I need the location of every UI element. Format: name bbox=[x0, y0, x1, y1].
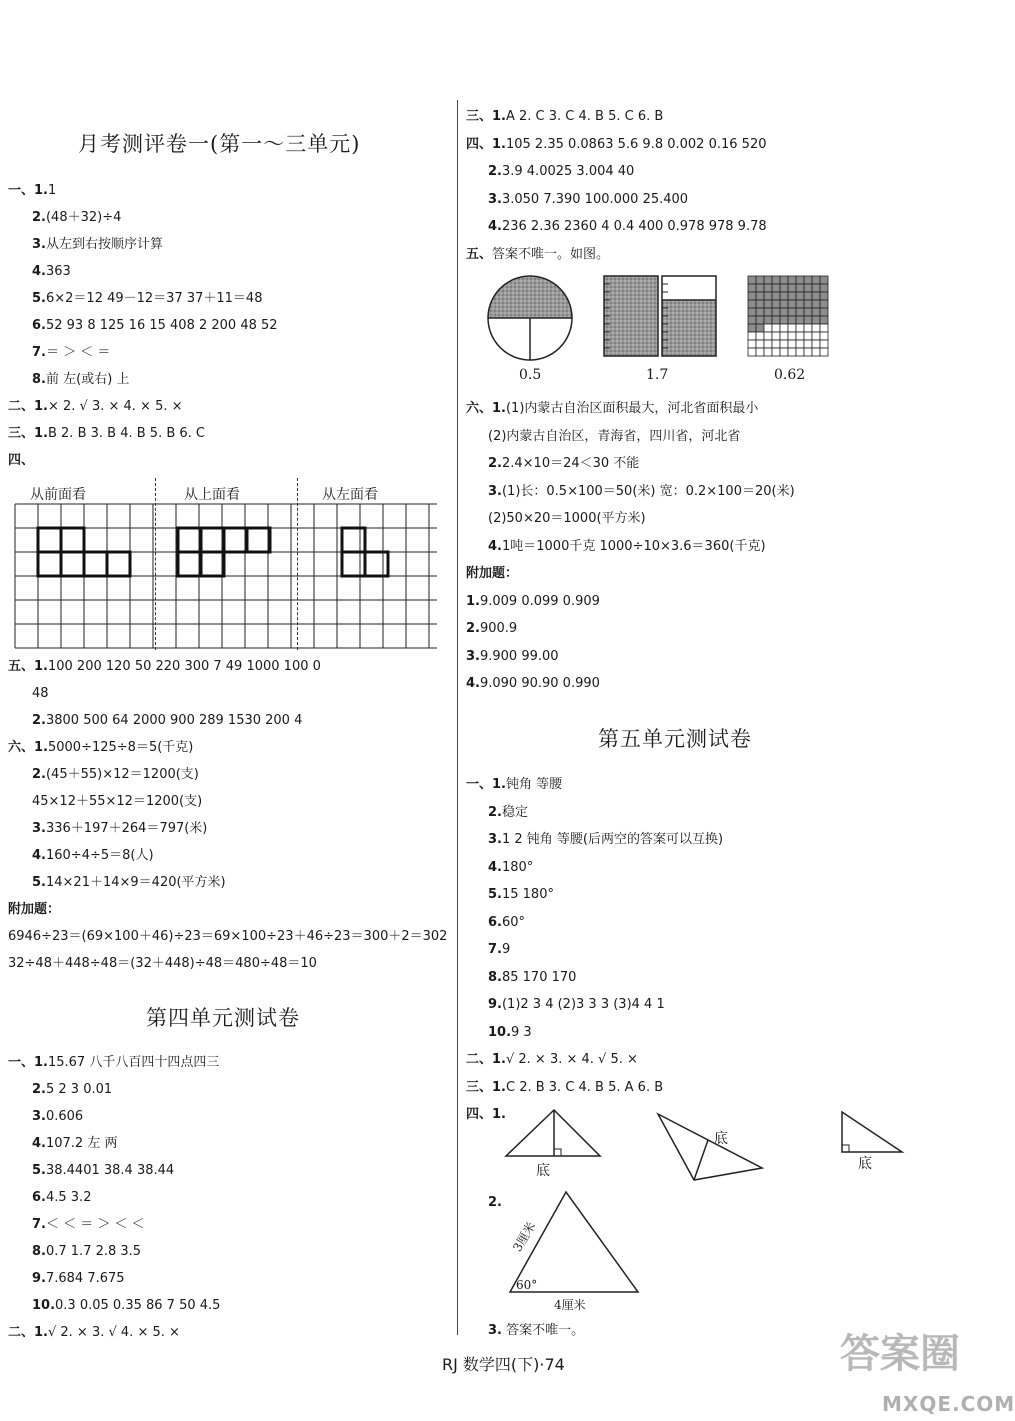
answer-text: 答案不唯一。如图。 bbox=[492, 246, 610, 262]
bars-one-point-seven bbox=[604, 276, 716, 356]
answer-line bbox=[32, 820, 207, 838]
section-title-unit5: 第五单元测试卷 bbox=[598, 727, 752, 751]
answer-line bbox=[466, 136, 766, 154]
answer-line bbox=[466, 1051, 638, 1069]
dashed-divider bbox=[155, 478, 156, 650]
answer-line bbox=[32, 874, 226, 892]
section-title-unit4: 第四单元测试卷 bbox=[146, 1006, 300, 1030]
section-title-monthly-test: 月考测评卷一(第一～三单元) bbox=[78, 132, 361, 156]
answer-line bbox=[32, 1270, 125, 1288]
answer-text: ＜ ＜ ＝ ＞ ＜ ＜ bbox=[45, 1217, 145, 1232]
page-footer: RJ 数学四(下)·74 bbox=[442, 1355, 565, 1374]
q-number: 6. bbox=[488, 914, 502, 930]
view-label-front: 从前面看 bbox=[30, 487, 86, 503]
q-number: 三、1. bbox=[466, 109, 506, 124]
q-number: 10. bbox=[32, 1298, 56, 1313]
answer-line bbox=[488, 914, 525, 932]
answer-line bbox=[488, 510, 646, 528]
q-number: 7. bbox=[488, 942, 502, 957]
answer-line bbox=[32, 1189, 91, 1207]
answer-text: (1)内蒙古自治区面积最大，河北省面积最小 bbox=[505, 401, 759, 416]
answer-text: 160÷4÷5＝8(人) bbox=[45, 848, 154, 863]
answer-line bbox=[466, 400, 758, 418]
answer-text: 363 bbox=[45, 264, 71, 279]
q-number: 10. bbox=[488, 1024, 512, 1040]
answer-text: 9 3 bbox=[511, 1024, 532, 1040]
answer-line bbox=[488, 804, 528, 822]
answer-text: 48 bbox=[32, 686, 49, 701]
q-number: 4. bbox=[32, 1136, 46, 1151]
answer-text: 从左到右按顺序计算 bbox=[45, 237, 163, 252]
view-label-left: 从左面看 bbox=[322, 487, 378, 503]
answer-line bbox=[8, 398, 183, 416]
answer-line bbox=[466, 108, 663, 126]
q-number: 二、1. bbox=[8, 399, 48, 414]
q-number: 4. bbox=[466, 676, 480, 691]
answer-line bbox=[488, 455, 639, 473]
answer-text: 15 180° bbox=[501, 887, 554, 902]
answer-text: 9.900 99.00 bbox=[479, 648, 559, 664]
dashed-divider bbox=[297, 478, 298, 650]
q-number: 2. bbox=[488, 1195, 502, 1210]
answer-text: 3.9 4.0025 3.004 40 bbox=[501, 164, 635, 179]
answer-line bbox=[466, 565, 518, 583]
answer-text: 14×21＋14×9＝420(平方米) bbox=[45, 875, 226, 890]
q-number: 5. bbox=[32, 291, 46, 306]
answer-text: (45＋55)×12＝1200(支) bbox=[45, 767, 199, 782]
q-number: 三、1. bbox=[466, 1079, 506, 1095]
base-label: 底 bbox=[536, 1163, 550, 1179]
answer-line bbox=[32, 1162, 174, 1180]
answer-text: √ 2. × 3. × 4. √ 5. × bbox=[505, 1052, 638, 1067]
answer-line bbox=[8, 452, 34, 470]
answer-line bbox=[488, 886, 554, 904]
answer-text: 336＋197＋264＝797(米) bbox=[45, 821, 208, 836]
answer-text: 1吨＝1000千克 1000÷10×3.6＝360(千克) bbox=[501, 538, 766, 554]
answer-line bbox=[488, 831, 723, 849]
q-number: 2. bbox=[32, 767, 46, 782]
answer-line bbox=[488, 218, 767, 236]
answer-line bbox=[32, 685, 49, 703]
answer-line bbox=[32, 847, 154, 865]
answer-line bbox=[466, 1106, 506, 1124]
q-number: 五、 bbox=[466, 246, 493, 262]
answer-line bbox=[32, 712, 302, 730]
answer-text: 32÷48＋448÷48＝(32＋448)÷48＝480÷48＝10 bbox=[8, 956, 317, 971]
answer-text: (1)长：0.5×100＝50(米) 宽：0.2×100＝20(米) bbox=[501, 483, 795, 499]
answer-text: 236 2.36 2360 4 0.4 400 0.978 978 9.78 bbox=[501, 219, 767, 234]
answer-text: 前 左(或右) 上 bbox=[45, 372, 130, 387]
answer-text: ＝ ＞ ＜ ＝ bbox=[45, 345, 111, 360]
watermark-logo: 答案圈 bbox=[840, 1331, 960, 1377]
answer-line bbox=[466, 675, 600, 693]
base-length-label: 4厘米 bbox=[554, 1298, 586, 1312]
q-number: 4. bbox=[488, 538, 502, 554]
q-number: 1. bbox=[466, 593, 480, 609]
answer-text: 6946÷23＝(69×100＋46)÷23＝69×100÷23＋46÷23＝300＋2＝302 bbox=[8, 929, 448, 944]
angle-label: 60° bbox=[516, 1278, 538, 1292]
answer-line bbox=[32, 236, 163, 254]
answer-line bbox=[488, 428, 740, 446]
answer-figures bbox=[486, 274, 846, 364]
answer-text: 钝角 等腰 bbox=[505, 777, 563, 792]
answer-text: 稳定 bbox=[501, 804, 528, 820]
three-views-grid bbox=[14, 478, 438, 650]
q-number: 8. bbox=[488, 969, 502, 985]
answer-text: 3.050 7.390 100.000 25.400 bbox=[501, 191, 689, 207]
q-number: 3. bbox=[32, 237, 46, 252]
column-divider bbox=[457, 100, 458, 1335]
q-number: 2. bbox=[488, 804, 502, 820]
answer-text: 1 2 钝角 等腰(后两空的答案可以互换) bbox=[501, 832, 724, 847]
answer-text: 9 bbox=[501, 942, 511, 957]
answer-text: C 2. B 3. C 4. B 5. A 6. B bbox=[505, 1079, 664, 1095]
height-triangles bbox=[502, 1104, 962, 1184]
answer-line bbox=[466, 620, 517, 638]
answer-text: 5 2 3 0.01 bbox=[45, 1082, 113, 1097]
answer-line bbox=[8, 901, 60, 919]
answer-line bbox=[466, 246, 609, 264]
answer-line bbox=[466, 1079, 663, 1097]
answer-line bbox=[488, 191, 688, 209]
answer-line bbox=[488, 859, 533, 877]
answer-line bbox=[8, 955, 317, 973]
answer-text: (48＋32)÷4 bbox=[45, 210, 122, 225]
q-number: 3. bbox=[466, 648, 480, 664]
answer-line bbox=[466, 648, 559, 666]
base-label: 底 bbox=[714, 1131, 728, 1147]
q-number: 6. bbox=[32, 318, 46, 333]
answer-text: 6×2＝12 49－12＝37 37＋11＝48 bbox=[45, 291, 263, 306]
q-number: 7. bbox=[32, 345, 46, 360]
q-number: 9. bbox=[32, 1271, 46, 1286]
answer-text: 答案不唯一。 bbox=[506, 1323, 585, 1338]
answer-line bbox=[488, 538, 766, 556]
answer-text: (2)50×20＝1000(平方米) bbox=[488, 511, 646, 526]
q-number: 一、1. bbox=[466, 777, 506, 792]
answer-line bbox=[32, 371, 129, 389]
answer-text: 0.7 1.7 2.8 3.5 bbox=[45, 1244, 142, 1259]
q-number: 一、1. bbox=[8, 1055, 48, 1070]
q-number: 3. bbox=[488, 1323, 502, 1338]
answer-line bbox=[8, 658, 321, 676]
answer-line bbox=[32, 1243, 141, 1261]
q-number: 4. bbox=[32, 264, 46, 279]
q-number: 9. bbox=[488, 997, 502, 1012]
answer-text: 52 93 8 125 16 15 408 2 200 48 52 bbox=[45, 318, 278, 333]
answer-text: 1 bbox=[47, 183, 57, 198]
answer-text: 3800 500 64 2000 900 289 1530 200 4 bbox=[45, 713, 303, 728]
grid-sixty-two bbox=[748, 276, 828, 356]
q-number: 六、1. bbox=[466, 401, 506, 416]
answer-text: 9.090 90.90 0.990 bbox=[479, 676, 600, 691]
answer-line bbox=[8, 425, 205, 443]
q-number: 2. bbox=[32, 713, 46, 728]
q-number: 五、1. bbox=[8, 659, 48, 674]
answer-line bbox=[488, 941, 510, 959]
answer-line bbox=[32, 263, 71, 281]
answer-line bbox=[32, 1297, 220, 1315]
q-number: 3. bbox=[488, 832, 502, 847]
q-number: 2. bbox=[466, 621, 480, 636]
q-number: 4. bbox=[488, 859, 502, 875]
q-number: 附加题： bbox=[8, 902, 61, 917]
q-number: 四、1. bbox=[466, 1107, 506, 1122]
answer-line bbox=[488, 483, 795, 501]
answer-line bbox=[488, 1322, 584, 1340]
answer-line bbox=[8, 928, 447, 946]
answer-text: 100 200 120 50 220 300 7 49 1000 100 0 bbox=[47, 659, 321, 674]
q-number: 2. bbox=[32, 210, 46, 225]
q-number: 一、1. bbox=[8, 183, 48, 198]
circle-half-shaded bbox=[488, 276, 572, 360]
answer-text: × 2. √ 3. × 4. × 5. × bbox=[47, 399, 183, 414]
answer-text: 0.3 0.05 0.35 86 7 50 4.5 bbox=[55, 1298, 221, 1313]
answer-line bbox=[488, 996, 665, 1014]
q-number: 二、1. bbox=[466, 1052, 506, 1067]
q-number: 4. bbox=[32, 848, 46, 863]
answer-line bbox=[466, 593, 600, 611]
answer-line bbox=[466, 776, 562, 794]
answer-text: 180° bbox=[501, 859, 534, 875]
answer-text: 4.5 3.2 bbox=[45, 1190, 92, 1205]
q-number: 8. bbox=[32, 372, 46, 387]
watermark-url: MXQE.COM bbox=[882, 1392, 1015, 1416]
q-number: 5. bbox=[32, 1163, 46, 1178]
answer-text: A 2. C 3. C 4. B 5. C 6. B bbox=[505, 109, 664, 124]
answer-text: √ 2. × 3. √ 4. × 5. × bbox=[47, 1325, 180, 1340]
answer-line bbox=[32, 317, 278, 335]
answer-line bbox=[488, 1024, 532, 1042]
figure-label: 0.5 bbox=[519, 367, 542, 383]
q-number: 3. bbox=[32, 821, 46, 836]
q-number: 7. bbox=[32, 1217, 46, 1232]
q-number: 四、1. bbox=[466, 136, 506, 152]
q-number: 三、1. bbox=[8, 426, 48, 441]
answer-line bbox=[32, 1081, 112, 1099]
answer-line bbox=[32, 290, 262, 308]
q-number: 2. bbox=[488, 456, 502, 471]
q-number: 8. bbox=[32, 1244, 46, 1259]
answer-text: 15.67 八千八百四十四点四三 bbox=[47, 1055, 220, 1070]
q-number: 5. bbox=[488, 887, 502, 902]
answer-text: (1)2 3 4 (2)3 3 3 (3)4 4 1 bbox=[501, 997, 665, 1012]
figure-label: 0.62 bbox=[774, 367, 806, 383]
side-length-label: 3厘米 bbox=[510, 1219, 539, 1254]
q-number: 2. bbox=[32, 1082, 46, 1097]
q-number: 附加题： bbox=[466, 566, 519, 581]
answer-line bbox=[32, 1108, 83, 1126]
q-number: 二、1. bbox=[8, 1325, 48, 1340]
answer-text: 5000÷125÷8＝5(千克) bbox=[47, 740, 194, 755]
answer-line bbox=[488, 163, 634, 181]
q-number: 4. bbox=[488, 219, 502, 234]
answer-line bbox=[32, 1216, 145, 1234]
view-label-top: 从上面看 bbox=[184, 487, 240, 503]
answer-text: 7.684 7.675 bbox=[45, 1271, 125, 1286]
q-number: 3. bbox=[488, 483, 502, 499]
q-number: 3. bbox=[488, 191, 502, 207]
answer-text: 105 2.35 0.0863 5.6 9.8 0.002 0.16 520 bbox=[505, 136, 767, 152]
answer-line bbox=[32, 766, 199, 784]
answer-text: 2.4×10＝24＜30 不能 bbox=[501, 456, 640, 471]
answer-text: 45×12＋55×12＝1200(支) bbox=[32, 794, 203, 809]
q-number: 四、 bbox=[8, 453, 35, 468]
answer-text: (2)内蒙古自治区，青海省，四川省，河北省 bbox=[488, 428, 741, 444]
answer-text: B 2. B 3. B 4. B 5. B 6. C bbox=[47, 426, 205, 441]
views-grid-drawing bbox=[14, 478, 438, 650]
q-number: 六、1. bbox=[8, 740, 48, 755]
answer-line bbox=[32, 344, 110, 362]
answer-line bbox=[488, 969, 576, 987]
q-number: 2. bbox=[488, 164, 502, 179]
answer-text: 38.4401 38.4 38.44 bbox=[45, 1163, 175, 1178]
answer-line bbox=[32, 1135, 117, 1153]
answer-text: 0.606 bbox=[45, 1109, 84, 1124]
answer-line bbox=[8, 182, 56, 200]
answer-text: 60° bbox=[501, 914, 526, 930]
answer-line bbox=[8, 1324, 180, 1342]
answer-line bbox=[8, 1054, 219, 1072]
figure-label: 1.7 bbox=[646, 367, 669, 383]
answer-text: 107.2 左 两 bbox=[45, 1136, 118, 1151]
answer-text: 9.009 0.099 0.909 bbox=[479, 593, 600, 609]
base-label: 底 bbox=[858, 1156, 872, 1172]
answer-text: 85 170 170 bbox=[501, 969, 577, 985]
answer-text: 900.9 bbox=[479, 621, 518, 636]
q-number: 5. bbox=[32, 875, 46, 890]
answer-line bbox=[8, 739, 193, 757]
answer-line bbox=[32, 793, 202, 811]
q-number: 3. bbox=[32, 1109, 46, 1124]
q-number: 6. bbox=[32, 1190, 46, 1205]
answer-line bbox=[32, 209, 121, 227]
